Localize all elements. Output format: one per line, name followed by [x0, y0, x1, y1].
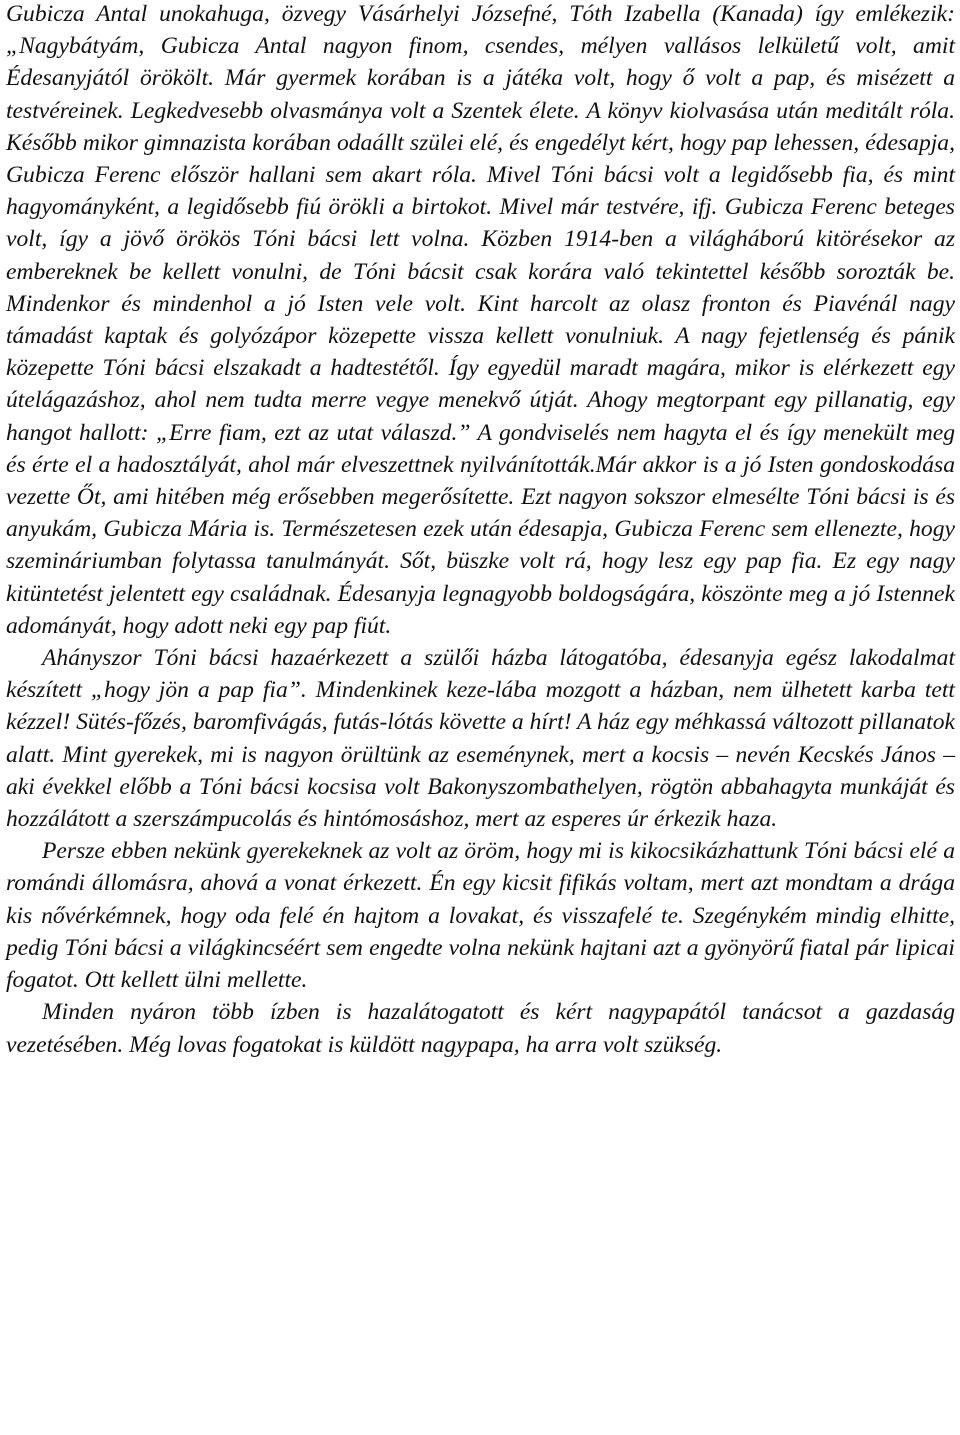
paragraph-3: Persze ebben nekünk gyerekeknek az volt az öröm, hogy mi is kikocsikázhattunk Tóni bácsi elé a romándi állomásra, ahová a vonat érkezett. Én egy kicsit fifikás voltam, mert azt mondtam a drága kis nővérkémnek, hogy oda felé én hajtom a lovakat, és visszafelé te. Szegénykém mindig elhitte, pedig Tóni bácsi a világkincséért sem engedte volna nekünk hajtani azt a gyönyörű fiatal pár lipicai fogatot. Ott kellett ülni mellette. [6, 838, 955, 994]
paragraph-2: Ahányszor Tóni bácsi hazaérkezett a szülői házba látogatóba, édesanyja egész lakodalmat készített „hogy jön a pap fia”. Mindenkinek keze-lába mozgott a házban, nem ülhetett karba tett kézzel! Sütés-főzés, baromfivágás, futás-lótás követte a hírt! A ház egy méhkassá változott pillanatok alatt. Mint gyerekek, mi is nagyon örültünk az eseménynek, mert a kocsis – nevén Kecskés János – aki évekkel előbb a Tóni bácsi kocsisa volt Bakonyszombathelyen, rögtön abbahagyta munkáját és hozzálátott a szerszámpucolás és hintómosáshoz, mert az esperes úr érkezik haza. [6, 645, 955, 833]
paragraph-4: Minden nyáron több ízben is hazalátogatott és kért nagypapától tanácsot a gazdaság vezetésében. Még lovas fogatokat is küldött nagypapa, ha arra volt szükség. [6, 999, 955, 1058]
paragraph-1: Gubicza Antal unokahuga, özvegy Vásárhelyi Józsefné, Tóth Izabella (Kanada) így emlékezik: „Nagybátyám, Gubicza Antal nagyon finom, csendes, mélyen vallásos lelkületű volt, amit Édesanyjától örökölt. Már gyermek korában is a játéka volt, hogy ő volt a pap, és misézett a testvéreinek. Legkedvesebb olvasmánya volt a Szentek élete. A könyv kiolvasása után meditált róla. Később mikor gimnazista korában odaállt szülei elé, és engedélyt kért, hogy pap lehessen, édesapja, Gubicza Ferenc először hallani sem akart róla. Mivel Tóni bácsi volt a legidősebb fia, és mint hagyományként, a legidősebb fiú örökli a birtokot. Mivel már testvére, ifj. Gubicza Ferenc beteges volt, így a jövő örökös Tóni bácsi lett volna. Közben 1914-ben a világháború kitörésekor az embereknek be kellett vonulni, de Tóni bácsit csak korára való tekintettel később sorozták be. Mindenkor és mindenhol a jó Isten vele volt. Kint harcolt az olasz fronton és Piavénál nagy támadást kaptak és golyózápor közepette vissza kellett vonulniuk. A nagy fejetlenség és pánik közepette Tóni bácsi elszakadt a hadtestétől. Így egyedül maradt magára, mikor is elérkezett egy útelágazáshoz, ahol nem tudta merre vegye menekvő útját. Ahogy megtorpant egy pillanatig, egy hangot hallott: „Erre fiam, ezt az utat válaszd.” A gondviselés nem hagyta el és így menekült meg és érte el a hadosztályát, ahol már elveszettnek nyilvánították.Már akkor is a jó Isten gondoskodása vezette Őt, ami hitében még erősebben megerősítette. Ezt nagyon sokszor elmesélte Tóni bácsi is és anyukám, Gubicza Mária is. Természetesen ezek után édesapja, Gubicza Ferenc sem ellenezte, hogy szemináriumban folytassa tanulmányát. Sőt, büszke volt rá, hogy lesz egy pap fia. Ez egy nagy kitüntetést jelentett egy családnak. Édesanyja legnagyobb boldogságára, köszönte meg a jó Istennek adományát, hogy adott neki egy pap fiút. [6, 1, 955, 639]
